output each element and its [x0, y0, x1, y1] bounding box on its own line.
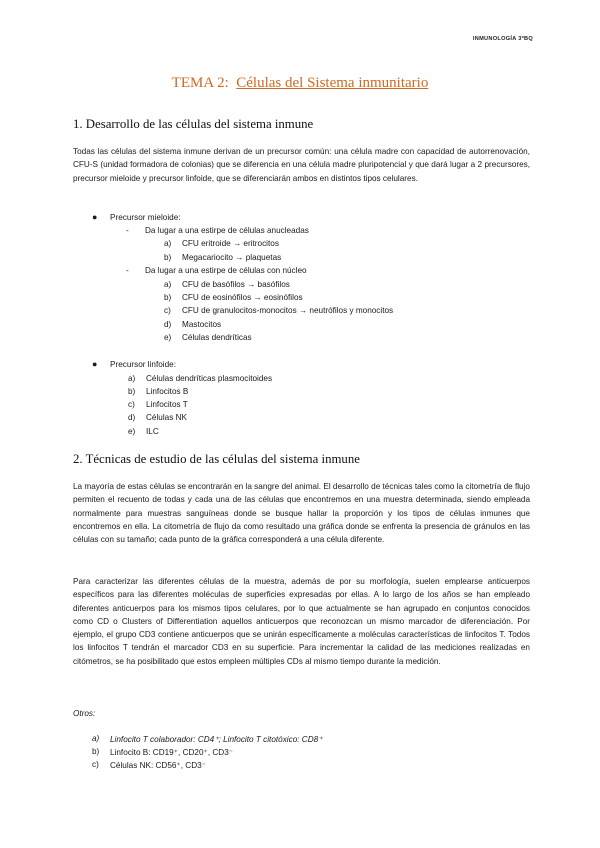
list-marker: a): [164, 239, 172, 248]
list-marker: d): [128, 413, 136, 422]
list-marker: a): [128, 374, 136, 383]
list-item: CFU de granulocitos-monocitos → neutrófilos y monocitos: [182, 306, 394, 315]
lymphoid-label: Precursor linfoide:: [110, 360, 176, 369]
list-item: Linfocitos B: [146, 387, 189, 396]
bullet-myeloid: ●: [92, 212, 98, 222]
myeloid-group2-label: Da lugar a una estirpe de células con núcleo: [145, 266, 307, 275]
title-prefix: TEMA 2:: [171, 75, 229, 91]
title-subtitle: Células del Sistema inmunitario: [236, 75, 429, 91]
list-marker: b): [92, 747, 100, 756]
list-item: Células dendríticas: [182, 333, 252, 342]
section1-heading: 1. Desarrollo de las células del sistema inmune: [73, 117, 314, 131]
section2-para2: Para caracterizar las diferentes células de la muestra, además de por su morfología, suelen emplearse anticuerpos específicos para las diferentes moléculas de superficies expresadas por ellas. A lo largo de los años se han empleado diferentes anticuerpos para los mismos tipos celulares, por lo que actualmente se han agrupado en conjuntos conocidos como CD o Clusters of Differentiation aquellos anticuerpos que reconozcan un mismo marcador de diferenciación. Por ejemplo, el grupo CD3 contiene anticuerpos que se unirán específicamente a moléculas características de linfocitos T. Todos los linfocitos T tendrán el marcador CD3 en su superficie. Para incrementar la calidad de las mediciones realizadas en citómetros, se ha posibilitado que estos empleen múltiples CDs al mismo tiempo durante la medición.: [73, 577, 530, 666]
bullet-lymphoid: ●: [92, 359, 98, 369]
list-item: Células NK: CD56⁺, CD3⁻: [110, 761, 207, 770]
list-item: CFU eritroide → eritrocitos: [182, 239, 279, 248]
dash-2: -: [126, 266, 129, 275]
course-header: INMUNOLOGÍA 3ºBQ: [472, 36, 533, 42]
list-marker: c): [92, 760, 99, 769]
list-marker: e): [128, 427, 136, 436]
list-marker: e): [164, 333, 172, 342]
list-item: ILC: [146, 427, 159, 436]
others-label: Otros:: [73, 709, 96, 718]
list-item: CFU de eosinófilos → eosinófilos: [182, 293, 303, 302]
list-marker: c): [128, 400, 135, 409]
myeloid-group1-label: Da lugar a una estirpe de células anucleadas: [145, 226, 309, 235]
list-item: Megacariocito → plaquetas: [182, 253, 282, 262]
document-title: [0, 75, 600, 92]
section2-heading: 2. Técnicas de estudio de las células del sistema inmune: [73, 452, 360, 466]
list-marker: b): [128, 387, 136, 396]
list-marker: a): [92, 734, 100, 743]
section1-intro: Todas las células del sistema inmune derivan de un precursor común: una célula madre con capacidad de autorrenovación, CFU-S (unidad formadora de colonias) que se diferencia en una célula madre pluripotencial y que dará lugar a 2 precursores, precursor mieloide y precursor linfoide, que se diferenciarán ambos en distintos tipos celulares.: [73, 147, 530, 183]
list-item: Linfocito T colaborador: CD4⁺; Linfocito T citotóxico: CD8⁺: [110, 735, 323, 744]
section2-para1: La mayoría de estas células se encontrarán en la sangre del animal. El desarrollo de técnicas tales como la citometría de flujo permiten el recuento de todas y cada una de las células que encontremos en una muestra determinada, siendo empleada normalmente para muestras sanguíneas donde se busque hallar la proporción y los tipos de células inmunes que encontremos en ella. La citometría de flujo da como resultado una gráfica donde se enfrenta la presencia de gránulos en las células con su tamaño; cada punto de la gráfica corresponderá a una célula diferente.: [73, 482, 530, 545]
list-item: Células NK: [146, 413, 187, 422]
list-item: Linfocito B: CD19⁺, CD20⁺, CD3⁻: [110, 748, 234, 757]
myeloid-label: Precursor mieloide:: [110, 213, 181, 222]
list-marker: d): [164, 320, 172, 329]
dash-1: -: [126, 226, 129, 235]
list-item: Mastocitos: [182, 320, 222, 329]
list-marker: b): [164, 253, 172, 262]
list-item: Células dendríticas plasmocitoides: [146, 374, 273, 383]
list-marker: b): [164, 293, 172, 302]
list-item: Linfocitos T: [146, 400, 188, 409]
list-marker: a): [164, 280, 172, 289]
list-item: CFU de basófilos → basófilos: [182, 280, 290, 289]
list-marker: c): [164, 306, 171, 315]
